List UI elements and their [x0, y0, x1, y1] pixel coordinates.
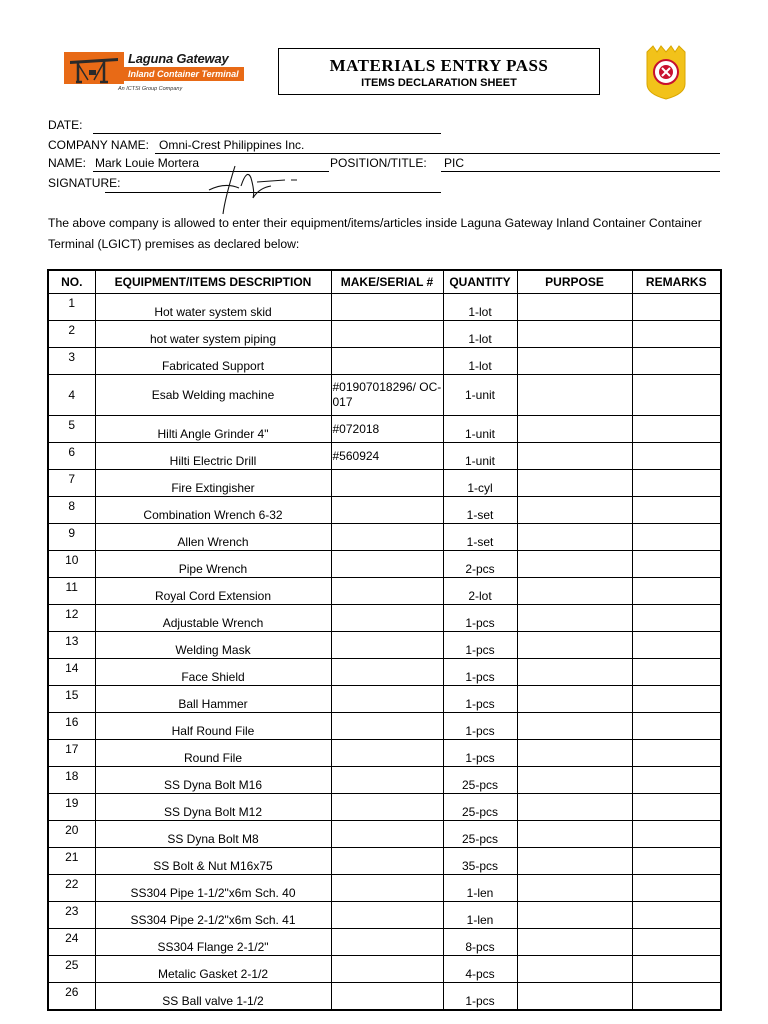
item-description: SS Bolt & Nut M16x75: [95, 848, 331, 875]
item-purpose[interactable]: [517, 524, 632, 551]
item-make-serial[interactable]: #072018: [331, 416, 443, 443]
item-remarks[interactable]: [632, 686, 721, 713]
item-description: SS Dyna Bolt M16: [95, 767, 331, 794]
item-make-serial[interactable]: [331, 875, 443, 902]
item-remarks[interactable]: [632, 605, 721, 632]
table-row: [48, 524, 721, 551]
title-box: [278, 48, 600, 95]
item-remarks[interactable]: [632, 821, 721, 848]
item-purpose[interactable]: [517, 956, 632, 983]
table-row: [48, 767, 721, 794]
table-row: [48, 956, 721, 983]
table-row: [48, 686, 721, 713]
table-row: [48, 821, 721, 848]
item-quantity: 1-pcs: [443, 983, 517, 1011]
item-purpose[interactable]: [517, 983, 632, 1011]
table-row: [48, 902, 721, 929]
table-row: [48, 578, 721, 605]
row-number: 16: [48, 713, 95, 740]
item-quantity: 1-len: [443, 902, 517, 929]
item-description: Welding Mask: [95, 632, 331, 659]
row-number: 22: [48, 875, 95, 902]
item-make-serial[interactable]: [331, 659, 443, 686]
row-number: 1: [48, 294, 95, 321]
item-make-serial[interactable]: [331, 470, 443, 497]
item-quantity: 25-pcs: [443, 821, 517, 848]
item-remarks[interactable]: [632, 294, 721, 321]
logo-name: Laguna Gateway: [128, 51, 229, 66]
item-remarks[interactable]: [632, 443, 721, 470]
row-number: 15: [48, 686, 95, 713]
page-subtitle: ITEMS DECLARATION SHEET: [361, 77, 517, 89]
item-remarks[interactable]: [632, 551, 721, 578]
item-purpose[interactable]: [517, 929, 632, 956]
page-title: MATERIALS ENTRY PASS: [329, 56, 549, 75]
item-make-serial[interactable]: [331, 321, 443, 348]
company-underline: [155, 153, 720, 154]
table-row: [48, 740, 721, 767]
item-quantity: 1-pcs: [443, 659, 517, 686]
item-remarks[interactable]: [632, 348, 721, 375]
item-quantity: 1-lot: [443, 294, 517, 321]
header-make-serial: MAKE/SERIAL #: [331, 270, 443, 294]
row-number: 7: [48, 470, 95, 497]
item-make-serial[interactable]: [331, 551, 443, 578]
item-description: SS Dyna Bolt M8: [95, 821, 331, 848]
row-number: 19: [48, 794, 95, 821]
table-header-row: [48, 270, 721, 294]
item-make-serial[interactable]: [331, 713, 443, 740]
logo-tagline: An ICTSI Group Company: [118, 86, 183, 92]
item-remarks[interactable]: [632, 497, 721, 524]
item-description: Round File: [95, 740, 331, 767]
table-row: [48, 375, 721, 416]
item-purpose[interactable]: [517, 740, 632, 767]
header-quantity: QUANTITY: [443, 270, 517, 294]
item-quantity: 25-pcs: [443, 767, 517, 794]
table-row: [48, 551, 721, 578]
item-description: Face Shield: [95, 659, 331, 686]
item-quantity: 1-unit: [443, 416, 517, 443]
table-row: [48, 713, 721, 740]
item-purpose[interactable]: [517, 686, 632, 713]
item-make-serial[interactable]: [331, 740, 443, 767]
row-number: 17: [48, 740, 95, 767]
position-label: POSITION/TITLE:: [330, 156, 427, 170]
row-number: 8: [48, 497, 95, 524]
row-number: 9: [48, 524, 95, 551]
item-make-serial[interactable]: [331, 524, 443, 551]
item-remarks[interactable]: [632, 416, 721, 443]
item-purpose[interactable]: [517, 821, 632, 848]
item-make-serial[interactable]: [331, 929, 443, 956]
item-description: Hilti Angle Grinder 4": [95, 416, 331, 443]
table-row: [48, 443, 721, 470]
item-remarks[interactable]: [632, 713, 721, 740]
table-row: [48, 348, 721, 375]
item-remarks[interactable]: [632, 375, 721, 416]
security-seal-icon: [643, 44, 689, 100]
item-description: SS Dyna Bolt M12: [95, 794, 331, 821]
item-description: Allen Wrench: [95, 524, 331, 551]
item-make-serial[interactable]: [331, 767, 443, 794]
item-description: Pipe Wrench: [95, 551, 331, 578]
row-number: 24: [48, 929, 95, 956]
item-make-serial[interactable]: [331, 348, 443, 375]
name-label: NAME:: [48, 156, 87, 170]
row-number: 20: [48, 821, 95, 848]
item-remarks[interactable]: [632, 956, 721, 983]
item-quantity: 2-pcs: [443, 551, 517, 578]
item-purpose[interactable]: [517, 321, 632, 348]
item-description: Fire Extingisher: [95, 470, 331, 497]
item-quantity: 1-pcs: [443, 713, 517, 740]
row-number: 2: [48, 321, 95, 348]
item-make-serial[interactable]: [331, 497, 443, 524]
item-purpose[interactable]: [517, 767, 632, 794]
item-purpose[interactable]: [517, 713, 632, 740]
item-description: SS304 Flange 2-1/2": [95, 929, 331, 956]
item-purpose[interactable]: [517, 443, 632, 470]
item-quantity: 8-pcs: [443, 929, 517, 956]
item-purpose[interactable]: [517, 578, 632, 605]
item-make-serial[interactable]: [331, 983, 443, 1011]
company-label: COMPANY NAME:: [48, 138, 149, 152]
item-quantity: 1-lot: [443, 348, 517, 375]
item-remarks[interactable]: [632, 524, 721, 551]
item-quantity: 2-lot: [443, 578, 517, 605]
item-remarks[interactable]: [632, 470, 721, 497]
item-description: Hilti Electric Drill: [95, 443, 331, 470]
item-description: Fabricated Support: [95, 348, 331, 375]
item-purpose[interactable]: [517, 497, 632, 524]
item-purpose[interactable]: [517, 605, 632, 632]
declaration-paragraph: The above company is allowed to enter their equipment/items/articles inside Laguna Gateway Inland Container Container Terminal (LGICT) premises as declared below:: [48, 216, 702, 251]
table-row: [48, 605, 721, 632]
date-label: DATE:: [48, 118, 83, 132]
item-quantity: 1-pcs: [443, 632, 517, 659]
item-remarks[interactable]: [632, 902, 721, 929]
item-quantity: 1-set: [443, 524, 517, 551]
row-number: 25: [48, 956, 95, 983]
row-number: 23: [48, 902, 95, 929]
name-value[interactable]: Mark Louie Mortera: [95, 156, 200, 170]
item-remarks[interactable]: [632, 794, 721, 821]
item-make-serial[interactable]: [331, 902, 443, 929]
item-make-serial[interactable]: #560924: [331, 443, 443, 470]
items-table: [47, 269, 722, 1011]
table-row: [48, 470, 721, 497]
item-description: hot water system piping: [95, 321, 331, 348]
row-number: 11: [48, 578, 95, 605]
item-quantity: 25-pcs: [443, 794, 517, 821]
row-number: 4: [48, 375, 95, 416]
item-make-serial[interactable]: [331, 632, 443, 659]
table-row: [48, 659, 721, 686]
item-quantity: 1-pcs: [443, 740, 517, 767]
table-row: [48, 416, 721, 443]
row-number: 6: [48, 443, 95, 470]
item-purpose[interactable]: [517, 348, 632, 375]
item-remarks[interactable]: [632, 740, 721, 767]
row-number: 12: [48, 605, 95, 632]
header-remarks: REMARKS: [632, 270, 721, 294]
row-number: 26: [48, 983, 95, 1011]
item-quantity: 35-pcs: [443, 848, 517, 875]
table-row: [48, 929, 721, 956]
header-purpose: PURPOSE: [517, 270, 632, 294]
item-make-serial[interactable]: [331, 794, 443, 821]
item-quantity: 1-lot: [443, 321, 517, 348]
table-row: [48, 497, 721, 524]
item-make-serial[interactable]: [331, 956, 443, 983]
item-description: Ball Hammer: [95, 686, 331, 713]
table-row: [48, 632, 721, 659]
item-purpose[interactable]: [517, 875, 632, 902]
table-row: [48, 321, 721, 348]
item-quantity: 1-pcs: [443, 686, 517, 713]
item-description: Royal Cord Extension: [95, 578, 331, 605]
item-purpose[interactable]: [517, 902, 632, 929]
item-remarks[interactable]: [632, 983, 721, 1011]
row-number: 13: [48, 632, 95, 659]
row-number: 3: [48, 348, 95, 375]
item-make-serial[interactable]: [331, 578, 443, 605]
item-quantity: 1-unit: [443, 375, 517, 416]
row-number: 10: [48, 551, 95, 578]
item-description: SS Ball valve 1-1/2: [95, 983, 331, 1011]
item-quantity: 1-set: [443, 497, 517, 524]
table-row: [48, 875, 721, 902]
position-underline: [441, 171, 720, 172]
item-purpose[interactable]: [517, 375, 632, 416]
item-description: Metalic Gasket 2-1/2: [95, 956, 331, 983]
item-make-serial[interactable]: [331, 686, 443, 713]
item-purpose[interactable]: [517, 848, 632, 875]
table-row: [48, 294, 721, 321]
header-no: NO.: [48, 270, 95, 294]
item-description: Combination Wrench 6-32: [95, 497, 331, 524]
row-number: 14: [48, 659, 95, 686]
position-value[interactable]: PIC: [444, 156, 465, 170]
item-make-serial[interactable]: [331, 821, 443, 848]
header-description: EQUIPMENT/ITEMS DESCRIPTION: [95, 270, 331, 294]
item-quantity: 1-len: [443, 875, 517, 902]
row-number: 5: [48, 416, 95, 443]
crane-logo-icon: [64, 52, 124, 84]
item-quantity: 1-unit: [443, 443, 517, 470]
item-purpose[interactable]: [517, 470, 632, 497]
item-purpose[interactable]: [517, 632, 632, 659]
item-description: Adjustable Wrench: [95, 605, 331, 632]
logo-subtitle: Inland Container Terminal: [122, 67, 244, 81]
item-description: Hot water system skid: [95, 294, 331, 321]
row-number: 21: [48, 848, 95, 875]
item-description: Half Round File: [95, 713, 331, 740]
item-remarks[interactable]: [632, 929, 721, 956]
item-description: Esab Welding machine: [95, 375, 331, 416]
item-remarks[interactable]: [632, 632, 721, 659]
table-row: [48, 983, 721, 1011]
item-description: SS304 Pipe 1-1/2"x6m Sch. 40: [95, 875, 331, 902]
item-remarks[interactable]: [632, 767, 721, 794]
row-number: 18: [48, 767, 95, 794]
company-value[interactable]: Omni-Crest Philippines Inc.: [159, 138, 305, 152]
item-purpose[interactable]: [517, 416, 632, 443]
table-row: [48, 794, 721, 821]
item-purpose[interactable]: [517, 551, 632, 578]
item-purpose[interactable]: [517, 659, 632, 686]
item-quantity: 4-pcs: [443, 956, 517, 983]
item-quantity: 1-pcs: [443, 605, 517, 632]
item-remarks[interactable]: [632, 578, 721, 605]
item-remarks[interactable]: [632, 848, 721, 875]
item-make-serial[interactable]: [331, 848, 443, 875]
item-make-serial[interactable]: [331, 294, 443, 321]
item-purpose[interactable]: [517, 794, 632, 821]
item-remarks[interactable]: [632, 321, 721, 348]
item-quantity: 1-cyl: [443, 470, 517, 497]
item-make-serial[interactable]: #01907018296/ OC-017: [331, 375, 443, 416]
table-row: [48, 848, 721, 875]
company-logo: [64, 50, 244, 98]
item-remarks[interactable]: [632, 659, 721, 686]
date-underline: [93, 133, 441, 134]
item-remarks[interactable]: [632, 875, 721, 902]
item-make-serial[interactable]: [331, 605, 443, 632]
signature-label: SIGNATURE:: [48, 176, 121, 190]
item-purpose[interactable]: [517, 294, 632, 321]
item-description: SS304 Pipe 2-1/2"x6m Sch. 41: [95, 902, 331, 929]
